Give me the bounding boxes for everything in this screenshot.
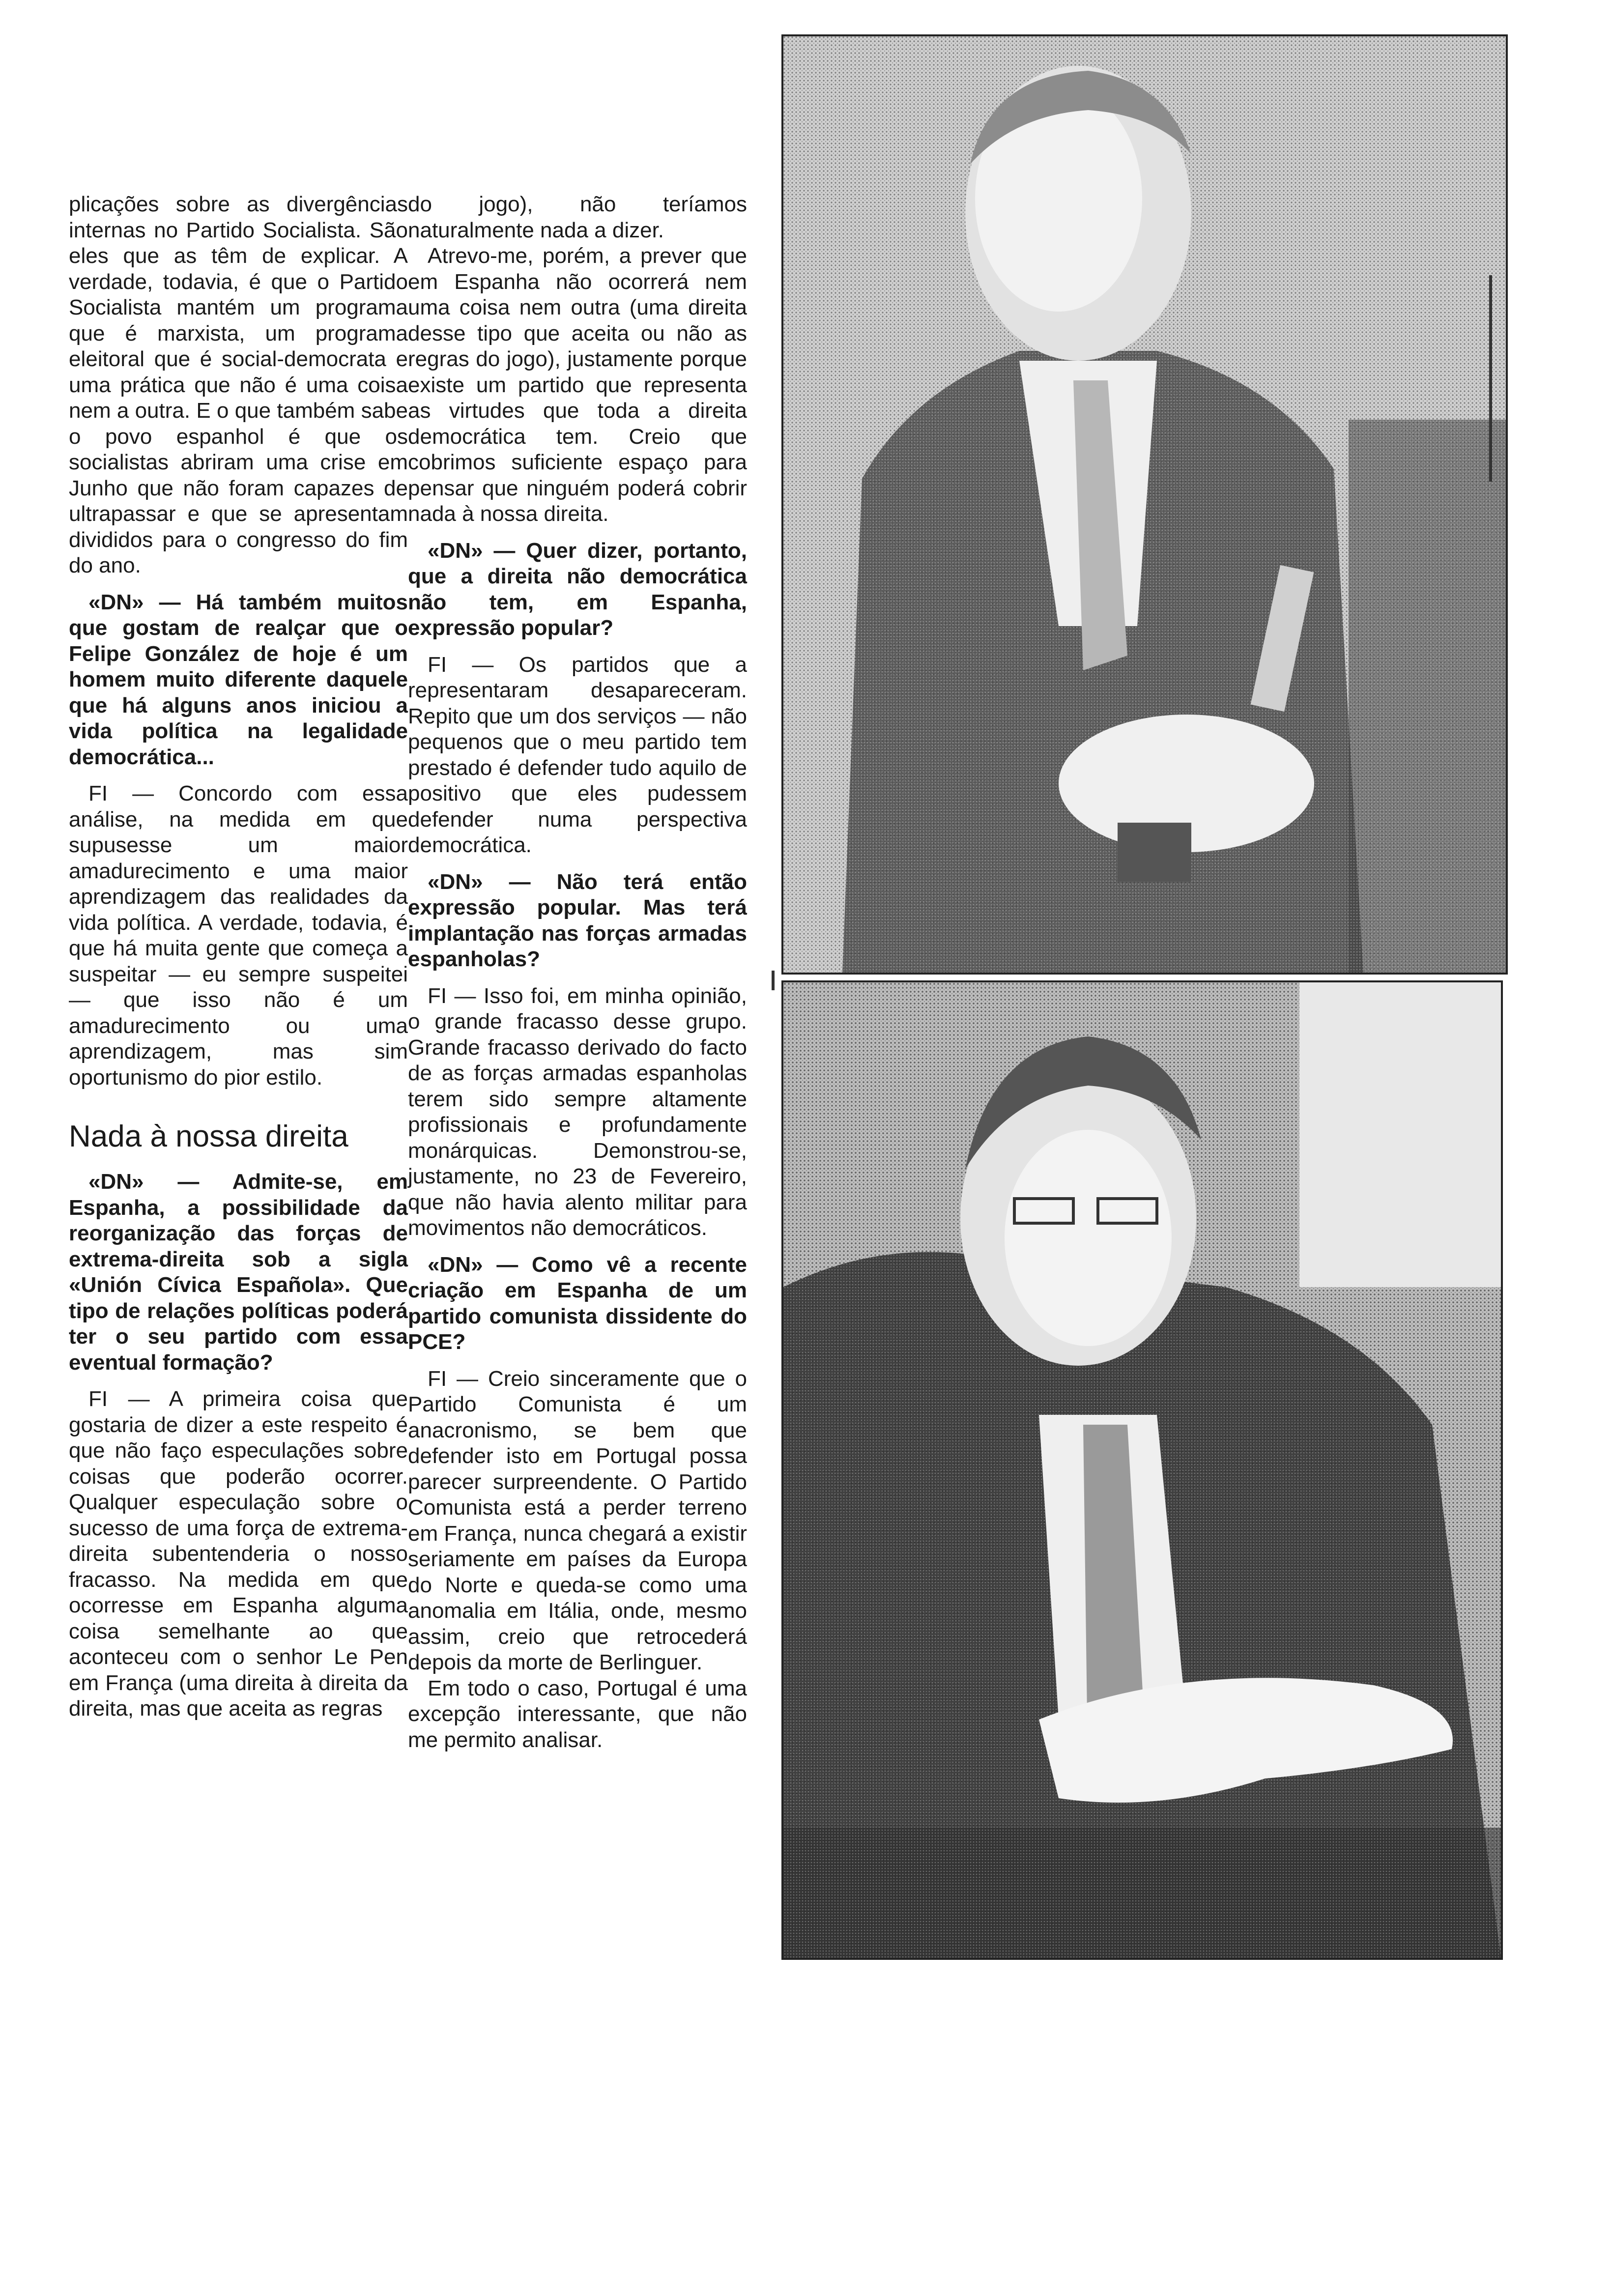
subheading: Nada à nossa direita bbox=[69, 1119, 348, 1153]
article-column-2 bbox=[408, 192, 747, 1753]
paragraph: plicações sobre as divergências internas no Partido Socialista. São eles que as têm de explicar. A verdade, todavia, é que o Partido Socialista mantém um programa que é marxista, um programa eleitoral que é social-democrata e uma prática que não é uma coisa nem a outra. E o que também sabe o povo espanhol é que os socialistas abriram uma crise em Junho que não foram capazes de ultrapassar e que se apresentam divididos para o congresso do fim do ano. bbox=[69, 192, 408, 577]
answer: FI — Concordo com essa análise, na medida em que supusesse um maior amadurecimento e uma maior aprendizagem das realidades da vida política. A verdade, todavia, é que há muita gente que começa a suspeitar — eu sempre suspeitei — que isso não é um amadurecimento ou uma aprendizagem, mas sim oportunismo do pior estilo. bbox=[69, 781, 408, 1090]
answer: FI — Isso foi, em minha opinião, o grande fracasso desse grupo. Grande fracasso derivado do facto de as forças armadas espanholas terem sido sempre altamente profissionais e profundamente monárquicas. Demonstrou-se, justamente, no 23 de Fevereiro, que não havia alento militar para movimentos não democráticos. bbox=[408, 983, 747, 1240]
answer: FI — Creio sinceramente que o Partido Comunista é um anacronismo, se bem que defender isto em Portugal possa parecer surpreendente. O Partido Comunista está a perder terreno em França, nunca chegará a existir seriamente em países da Europa do Norte e queda-se como uma anomalia em Itália, onde, mesmo assim, creio que retrocederá depois da morte de Berlinguer. bbox=[408, 1366, 747, 1674]
question: «DN» — Não terá então expressão popular. Mas terá implantação nas forças armadas espanholas? bbox=[408, 869, 747, 971]
answer: FI — Os partidos que a representaram desapareceram. Repito que um dos serviços — não pequenos que o meu partido tem prestado é defender tudo aquilo de positivo que eles pudessem defender numa perspectiva democrática. bbox=[408, 652, 747, 857]
photo-man-gesturing-bottom bbox=[781, 980, 1503, 1960]
article-column-1 bbox=[69, 192, 408, 1722]
paragraph: do jogo), não teríamos naturalmente nada a dizer. bbox=[408, 192, 747, 242]
scan-mark bbox=[1489, 275, 1492, 482]
question: «DN» — Como vê a recente criação em Espanha de um partido comunista dissidente do PCE? bbox=[408, 1252, 747, 1354]
paragraph: Atrevo-me, porém, a prever que em Espanha não ocorrerá nem uma coisa nem outra (uma direita desse tipo que aceita ou não as regras do jogo), justamente porque existe um partido que representa as virtudes que toda a direita democrática tem. Creio que cobrimos suficiente espaço para pensar que ninguém poderá cobrir nada à nossa direita. bbox=[408, 244, 747, 526]
question: «DN» — Há também muitos que gostam de realçar que o Felipe González de hoje é um homem muito diferente daquele que há alguns anos iniciou a vida política na legalidade democrática... bbox=[69, 590, 408, 769]
paragraph: Em todo o caso, Portugal é uma excepção interessante, que não me permito analisar. bbox=[408, 1676, 747, 1752]
photo-bottom-image bbox=[783, 982, 1501, 1958]
photo-man-seated-top bbox=[781, 34, 1508, 975]
question: «DN» — Admite-se, em Espanha, a possibilidade da reorganização das forças de extrema-direita sob a sigla «Unión Cívica Española». Que tipo de relações políticas poderá ter o seu partido com essa eventual formação? bbox=[69, 1170, 408, 1375]
answer: FI — A primeira coisa que gostaria de dizer a este respeito é que não faço especulações sobre coisas que poderão ocorrer. Qualquer especulação sobre o sucesso de uma força de extrema-direita subentenderia o nosso fracasso. Na medida em que ocorresse em Espanha alguma coisa semelhante ao que aconteceu com o senhor Le Pen em França (uma direita à direita da direita, mas que aceita as regras bbox=[69, 1387, 408, 1721]
scan-mark bbox=[772, 971, 775, 990]
photo-top-image bbox=[783, 36, 1506, 973]
question: «DN» — Quer dizer, portanto, que a direita não democrática não tem, em Espanha, expressão popular? bbox=[408, 538, 747, 640]
